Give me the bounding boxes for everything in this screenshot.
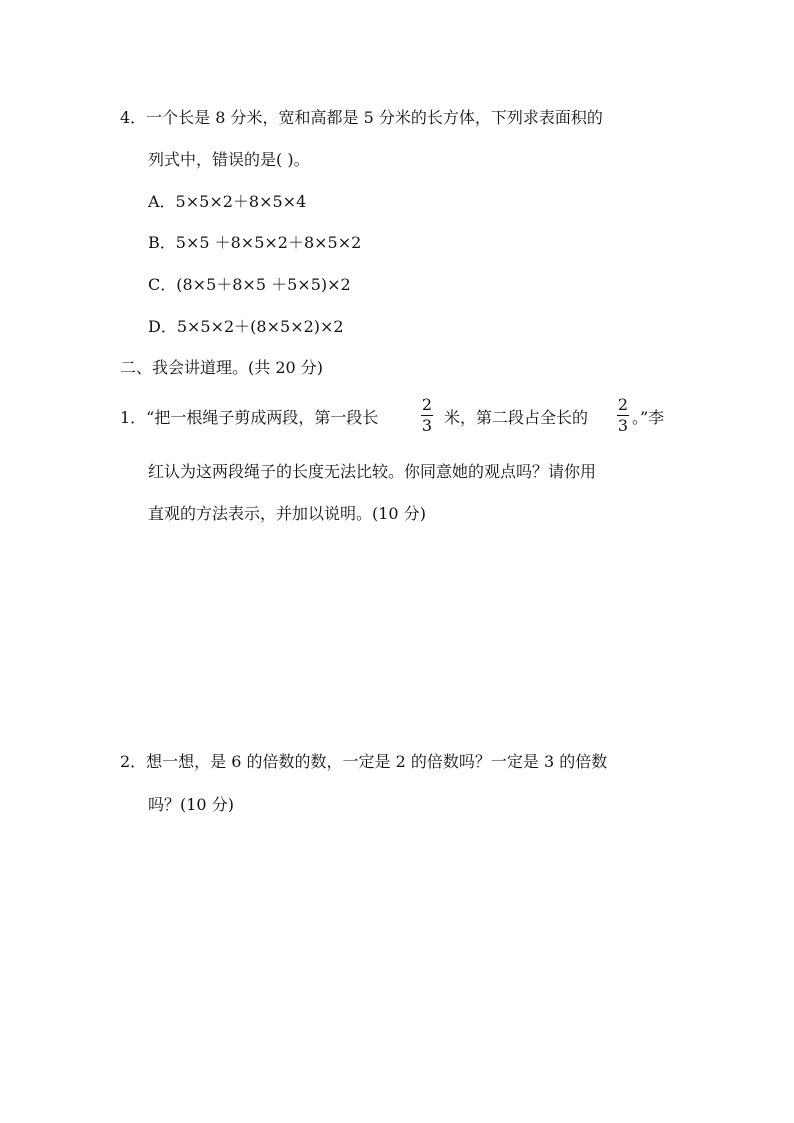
q4-option-b: B．5×5 ＋8×5×2＋8×5×2	[148, 233, 362, 252]
q1-segment-1: 1．“把一根绳子剪成两段，第一段长	[120, 408, 379, 427]
fraction-two-thirds-2	[617, 396, 629, 435]
fraction-2-denominator: 3	[617, 416, 629, 435]
q4-option-d: D．5×5×2＋(8×5×2)×2	[148, 317, 344, 336]
fraction-1-numerator: 2	[421, 395, 433, 414]
section-heading: 二、我会讲道理。(共 20 分)	[120, 358, 324, 377]
fraction-1-denominator: 3	[421, 416, 433, 435]
q4-option-a: A．5×5×2＋8×5×4	[148, 192, 307, 211]
q2-line1: 2．想一想，是 6 的倍数的数，一定是 2 的倍数吗？一定是 3 的倍数	[120, 752, 608, 771]
q4-stem-line1: 4．一个长是 8 分米，宽和高都是 5 分米的长方体，下列求表面积的	[120, 108, 603, 127]
q1-segment-2: 米，第二段占全长的	[444, 408, 589, 427]
fraction-two-thirds-1	[421, 396, 433, 435]
q1-line3: 直观的方法表示，并加以说明。(10 分)	[148, 504, 426, 523]
q1-segment-3: 。”李	[632, 408, 665, 427]
q4-stem-line2: 列式中，错误的是( )。	[148, 150, 310, 169]
q4-option-c: C．(8×5＋8×5 ＋5×5)×2	[148, 275, 351, 294]
q2-line2: 吗？(10 分)	[148, 795, 234, 814]
fraction-2-numerator: 2	[617, 395, 629, 414]
q1-line2: 红认为这两段绳子的长度无法比较。你同意她的观点吗？请你用	[148, 462, 597, 481]
